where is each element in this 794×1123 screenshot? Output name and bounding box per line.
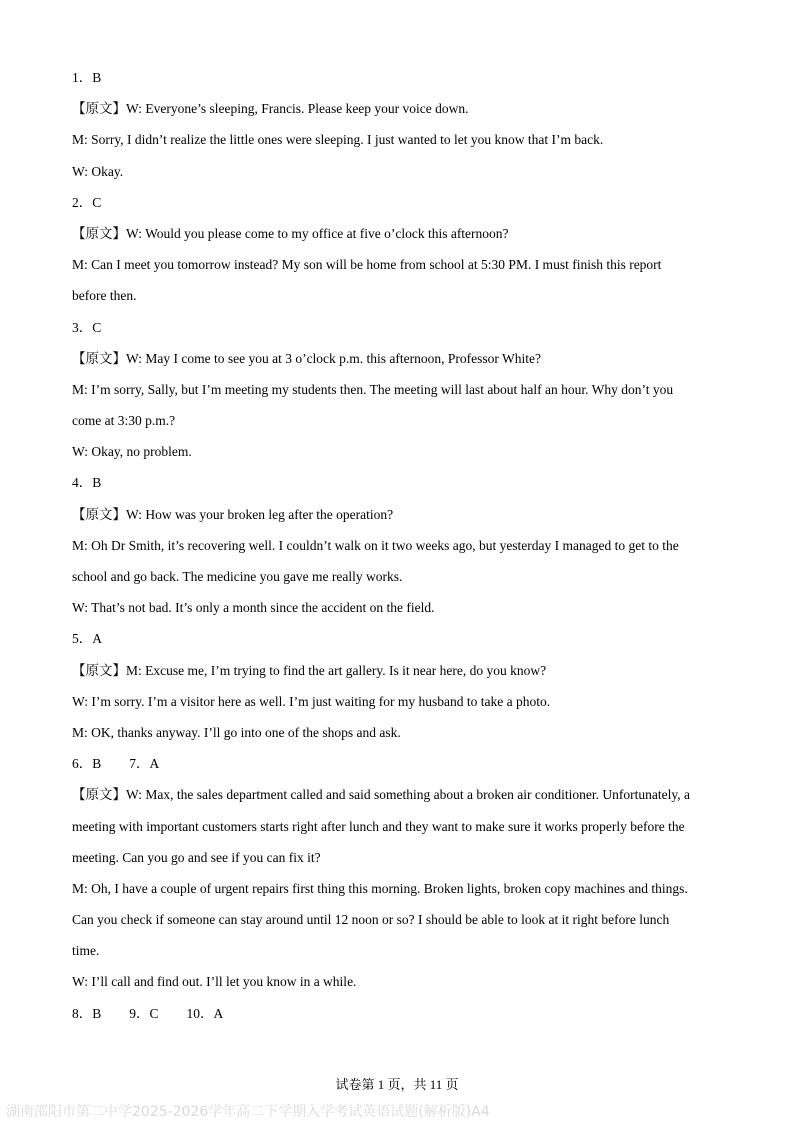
transcript-line: 【原文】W: Would you please come to my office at five o’clock this afternoon? <box>72 225 509 241</box>
answer-line <box>72 312 722 343</box>
watermark: 湖南邵阳市第二中学2025-2026学年高二下学期入学考试英语试题(解析版)A4 <box>6 1104 490 1120</box>
transcript-line: meeting. Can you go and see if you can fix it? <box>72 849 321 865</box>
transcript-line: school and go back. The medicine you gave me really works. <box>72 569 403 584</box>
answer-line <box>72 467 722 498</box>
transcript-line: M: Oh, I have a couple of urgent repairs first thing this morning. Broken lights, broken copy machines and things. <box>72 880 688 896</box>
transcript-line: Can you check if someone can stay around until 12 noon or so? I should be able to look at it right before lunch <box>72 912 670 928</box>
transcript-line: M: Oh Dr Smith, it’s recovering well. I couldn’t walk on it two weeks ago, but yesterday I managed to get to the <box>72 537 679 553</box>
transcript-line: W: Okay, no problem. <box>72 444 192 460</box>
answer-key: 10．A <box>186 1005 224 1021</box>
transcript-line: 【原文】W: Max, the sales department called and said something about a broken air conditioner. Unfortunately, a <box>72 787 690 803</box>
answer-key: 6．B <box>72 756 102 772</box>
transcript-line: time. <box>72 943 100 959</box>
transcript-line: M: I’m sorry, Sally, but I’m meeting my students then. The meeting will last about half an hour. Why don’t you <box>72 381 674 397</box>
transcript-line: W: That’s not bad. It’s only a month since the accident on the field. <box>72 600 435 616</box>
page-footer: 试卷第 1 页，共 11 页 <box>335 1077 459 1092</box>
transcript-line: W: Okay. <box>72 163 124 179</box>
answer-line <box>72 187 722 218</box>
answer-key: 1．B <box>72 70 102 85</box>
transcript-line: W: I’ll call and find out. I’ll let you know in a while. <box>72 974 357 990</box>
answer-line <box>72 748 722 779</box>
answer-line <box>72 62 722 93</box>
answer-key: 4．B <box>72 475 102 491</box>
answer-key: 2．C <box>72 194 102 210</box>
answer-key: 5．A <box>72 631 102 647</box>
transcript-line: 【原文】W: Everyone’s sleeping, Francis. Please keep your voice down. <box>72 101 469 117</box>
transcript-line: meeting with important customers starts right after lunch and they want to make sure it works properly before the <box>72 818 685 834</box>
answer-line <box>72 998 722 1029</box>
transcript-line: 【原文】W: May I come to see you at 3 o’clock p.m. this afternoon, Professor White? <box>72 350 542 366</box>
answer-line <box>72 623 722 654</box>
transcript-line: come at 3:30 p.m.? <box>72 413 176 429</box>
answer-key: 3．C <box>72 319 102 335</box>
transcript-line: W: I’m sorry. I’m a visitor here as well. I’m just waiting for my husband to take a photo. <box>72 693 551 709</box>
transcript-line: M: Sorry, I didn’t realize the little ones were sleeping. I just wanted to let you know that I’m back. <box>72 132 604 148</box>
transcript-line: M: OK, thanks anyway. I’ll go into one of the shops and ask. <box>72 724 401 740</box>
document-body <box>72 62 722 1029</box>
transcript-line: M: Can I meet you tomorrow instead? My son will be home from school at 5:30 PM. I must finish this report <box>72 257 662 273</box>
answer-key: 9．C <box>129 1005 159 1021</box>
transcript-line: before then. <box>72 288 137 304</box>
transcript-line: 【原文】W: How was your broken leg after the operation? <box>72 506 394 522</box>
transcript-line: 【原文】M: Excuse me, I’m trying to find the art gallery. Is it near here, do you know? <box>72 662 547 678</box>
answer-key: 8．B <box>72 1005 102 1021</box>
answer-key: 7．A <box>129 756 160 772</box>
